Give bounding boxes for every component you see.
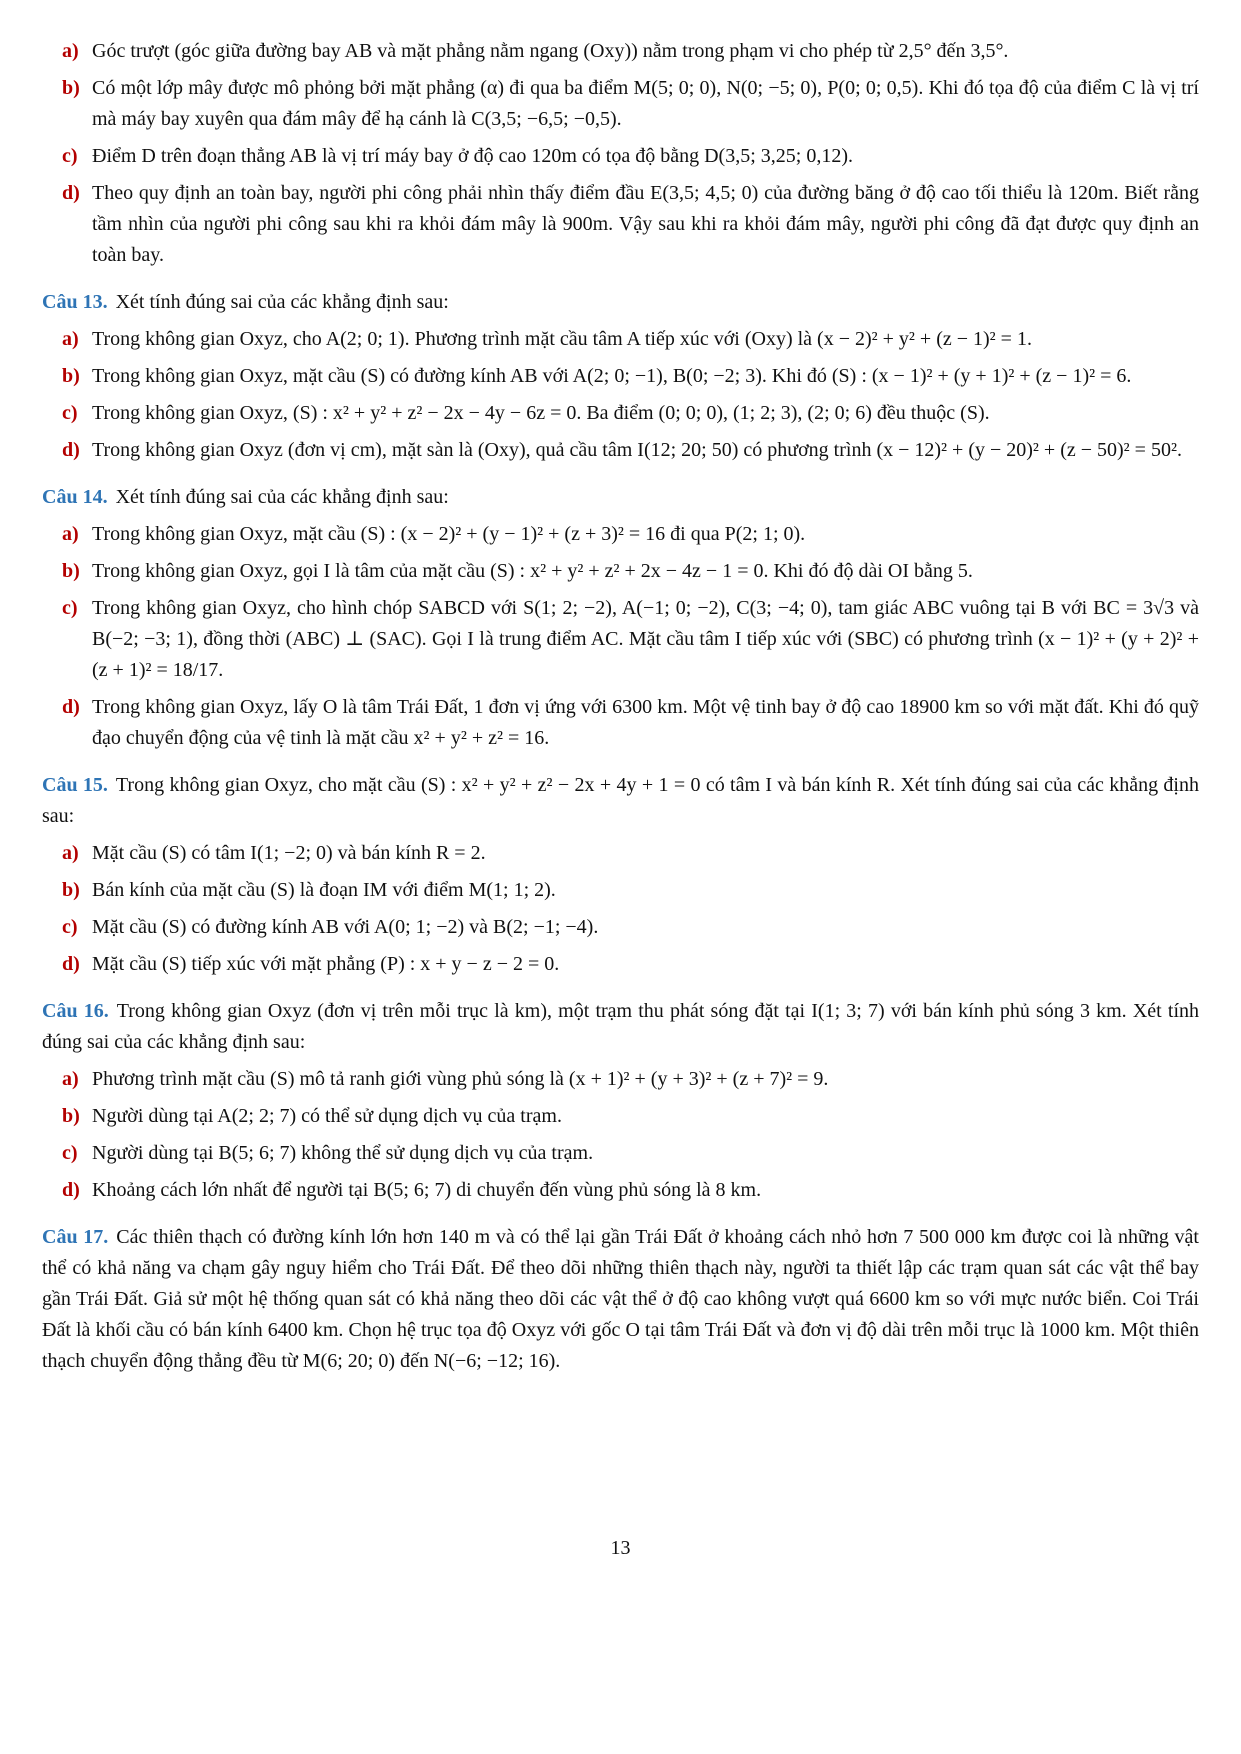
item-text: Trong không gian Oxyz, cho hình chóp SABCD với S(1; 2; −2), A(−1; 0; −2), C(3; −4; 0), tam giác ABC vuông tại B với BC = 3√3 và B(−2; −3; 1), đồng thời (ABC) ⊥ (SAC). Gọi I là trung điểm AC. Mặt cầu tâm I tiếp xúc với (SBC) có phương trình (x − 1)² + (y + 2)² + (z + 1)² = 18/17.: [92, 597, 1199, 681]
list-item: [42, 912, 1199, 943]
list-item: [42, 178, 1199, 271]
question-block: [42, 482, 1199, 754]
item-text: Theo quy định an toàn bay, người phi công phải nhìn thấy điểm đầu E(3,5; 4,5; 0) của đường băng ở độ cao tối thiểu là 120m. Biết rằng tầm nhìn của người phi công sau khi ra khỏi đám mây là 900m. Vậy sau khi ra khỏi đám mây, người phi công đã đạt được quy định an toàn bay.: [92, 182, 1199, 266]
question-intro: Xét tính đúng sai của các khẳng định sau:: [115, 486, 449, 508]
list-item: [42, 949, 1199, 980]
item-text: Trong không gian Oxyz, lấy O là tâm Trái Đất, 1 đơn vị ứng với 6300 km. Một vệ tinh bay ở độ cao 18900 km so với mặt đất. Khi đó quỹ đạo chuyển động của vệ tinh là mặt cầu x² + y² + z² = 16.: [92, 696, 1199, 749]
item-text: Người dùng tại B(5; 6; 7) không thể sử dụng dịch vụ của trạm.: [92, 1142, 594, 1164]
item-text: Khoảng cách lớn nhất để người tại B(5; 6; 7) di chuyển đến vùng phủ sóng là 8 km.: [92, 1179, 762, 1201]
item-label: a): [62, 842, 79, 864]
question-label: Câu 16.: [42, 1000, 109, 1022]
item-label: c): [62, 402, 78, 424]
list-item: [42, 36, 1199, 67]
list-item: [42, 1064, 1199, 1095]
list-item: [42, 361, 1199, 392]
question-block: [42, 287, 1199, 466]
list-item: [42, 435, 1199, 466]
item-label: a): [62, 40, 79, 62]
item-text: Bán kính của mặt cầu (S) là đoạn IM với điểm M(1; 1; 2).: [92, 879, 556, 901]
question-label: Câu 17.: [42, 1226, 109, 1248]
question-block: [42, 996, 1199, 1206]
list-item: [42, 324, 1199, 355]
item-text: Trong không gian Oxyz, cho A(2; 0; 1). Phương trình mặt cầu tâm A tiếp xúc với (Oxy) là (x − 2)² + y² + (z − 1)² = 1.: [92, 328, 1032, 350]
item-label: d): [62, 1179, 80, 1201]
item-text: Trong không gian Oxyz, mặt cầu (S) : (x − 2)² + (y − 1)² + (z + 3)² = 16 đi qua P(2; 1; 0).: [92, 523, 806, 545]
question-label: Câu 13.: [42, 291, 108, 313]
item-label: a): [62, 328, 79, 350]
item-label: b): [62, 77, 80, 99]
list-item: [42, 73, 1199, 135]
item-label: d): [62, 953, 80, 975]
question-block: [42, 770, 1199, 980]
question-label: Câu 15.: [42, 774, 108, 796]
item-text: Điểm D trên đoạn thẳng AB là vị trí máy bay ở độ cao 120m có tọa độ bằng D(3,5; 3,25; 0,12).: [92, 145, 853, 167]
list-item: [42, 593, 1199, 686]
question-intro: Xét tính đúng sai của các khẳng định sau:: [115, 291, 449, 313]
question-intro: Trong không gian Oxyz (đơn vị trên mỗi trục là km), một trạm thu phát sóng đặt tại I(1; 3; 7) với bán kính phủ sóng 3 km. Xét tính đúng sai của các khẳng định sau:: [42, 1000, 1199, 1053]
item-label: c): [62, 1142, 78, 1164]
item-label: b): [62, 1105, 80, 1127]
item-text: Phương trình mặt cầu (S) mô tả ranh giới vùng phủ sóng là (x + 1)² + (y + 3)² + (z + 7)² = 9.: [92, 1068, 829, 1090]
list-item: [42, 519, 1199, 550]
item-text: Mặt cầu (S) có tâm I(1; −2; 0) và bán kính R = 2.: [92, 842, 486, 864]
item-label: b): [62, 365, 80, 387]
question-intro: Trong không gian Oxyz, cho mặt cầu (S) : x² + y² + z² − 2x + 4y + 1 = 0 có tâm I và bán kính R. Xét tính đúng sai của các khẳng định sau:: [42, 774, 1199, 827]
item-label: d): [62, 182, 80, 204]
question-block: [42, 1222, 1199, 1377]
list-item: [42, 1101, 1199, 1132]
question-label: Câu 14.: [42, 486, 108, 508]
list-item: [42, 556, 1199, 587]
list-item: [42, 1175, 1199, 1206]
item-text: Trong không gian Oxyz, (S) : x² + y² + z² − 2x − 4y − 6z = 0. Ba điểm (0; 0; 0), (1; 2; 3), (2; 0; 6) đều thuộc (S).: [92, 402, 990, 424]
item-text: Trong không gian Oxyz (đơn vị cm), mặt sàn là (Oxy), quả cầu tâm I(12; 20; 50) có phương trình (x − 12)² + (y − 20)² + (z − 50)² = 50².: [92, 439, 1182, 461]
item-label: b): [62, 879, 80, 901]
item-label: a): [62, 523, 79, 545]
list-item: [42, 141, 1199, 172]
item-label: a): [62, 1068, 79, 1090]
item-text: Người dùng tại A(2; 2; 7) có thể sử dụng dịch vụ của trạm.: [92, 1105, 562, 1127]
item-text: Trong không gian Oxyz, mặt cầu (S) có đường kính AB với A(2; 0; −1), B(0; −2; 3). Khi đó (S) : (x − 1)² + (y + 1)² + (z − 1)² = 6.: [92, 365, 1132, 387]
item-label: c): [62, 145, 78, 167]
item-label: d): [62, 439, 80, 461]
item-label: c): [62, 597, 78, 619]
list-item: [42, 398, 1199, 429]
item-text: Trong không gian Oxyz, gọi I là tâm của mặt cầu (S) : x² + y² + z² + 2x − 4z − 1 = 0. Khi đó độ dài OI bằng 5.: [92, 560, 973, 582]
item-text: Mặt cầu (S) có đường kính AB với A(0; 1; −2) và B(2; −1; −4).: [92, 916, 599, 938]
item-label: d): [62, 696, 80, 718]
page-number: 13: [610, 1537, 631, 1559]
list-item: [42, 692, 1199, 754]
item-label: c): [62, 916, 78, 938]
list-item: [42, 875, 1199, 906]
item-text: Mặt cầu (S) tiếp xúc với mặt phẳng (P) : x + y − z − 2 = 0.: [92, 953, 560, 975]
question-intro: Các thiên thạch có đường kính lớn hơn 140 m và có thể lại gần Trái Đất ở khoảng cách nhỏ hơn 7 500 000 km được coi là những vật thể có khả năng va chạm gây nguy hiểm cho Trái Đất. Để theo dõi những thiên thạch này, người ta thiết lập các trạm quan sát các vật thể bay gần Trái Đất. Giả sử một hệ thống quan sát có khả năng theo dõi các vật thể ở độ cao không vượt quá 6600 km so với mực nước biển. Coi Trái Đất là khối cầu có bán kính 6400 km. Chọn hệ trục tọa độ Oxyz với gốc O tại tâm Trái Đất và đơn vị độ dài trên mỗi trục là 1000 km. Một thiên thạch chuyển động thẳng đều từ M(6; 20; 0) đến N(−6; −12; 16).: [42, 1226, 1199, 1372]
list-item: [42, 1138, 1199, 1169]
item-text: Có một lớp mây được mô phỏng bởi mặt phẳng (α) đi qua ba điểm M(5; 0; 0), N(0; −5; 0), P(0; 0; 0,5). Khi đó tọa độ của điểm C là vị trí mà máy bay xuyên qua đám mây để hạ cánh là C(3,5; −6,5; −0,5).: [92, 77, 1199, 130]
list-item: [42, 838, 1199, 869]
item-text: Góc trượt (góc giữa đường bay AB và mặt phẳng nằm ngang (Oxy)) nằm trong phạm vi cho phép từ 2,5° đến 3,5°.: [92, 40, 1009, 62]
item-label: b): [62, 560, 80, 582]
